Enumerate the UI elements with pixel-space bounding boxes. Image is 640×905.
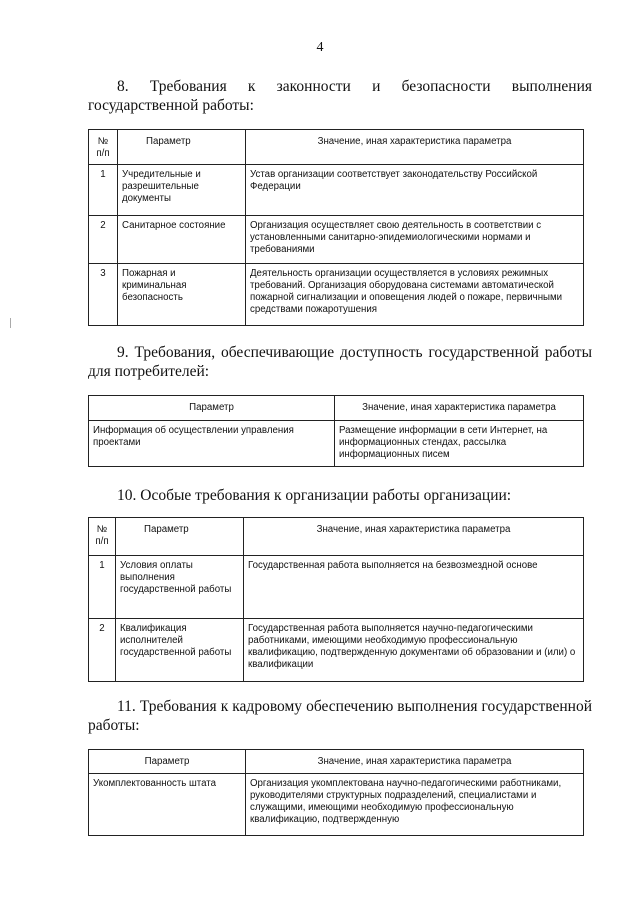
header-parameter: Параметр bbox=[89, 396, 335, 421]
section-8-table bbox=[88, 129, 584, 326]
cell-value: Устав организации соответствует законодательству Российской Федерации bbox=[246, 165, 584, 216]
page-number: 4 bbox=[316, 40, 324, 55]
cell-parameter: Учредительные и разрешительные документы bbox=[118, 165, 246, 216]
scan-edge-mark bbox=[10, 318, 11, 328]
cell-number: 2 bbox=[89, 619, 116, 682]
cell-parameter: Информация об осуществлении управления проектами bbox=[89, 421, 335, 467]
header-number: № п/п bbox=[89, 130, 118, 165]
section-10-heading: 10. Особые требования к организации работы организации: bbox=[117, 487, 512, 504]
cell-value: Деятельность организации осуществляется в условиях режимных требований. Организация оборудована системами автоматической пожарной сигнализации и оповещения людей о пожаре, первичными средствами пожаротушения bbox=[246, 264, 584, 326]
cell-number: 2 bbox=[89, 216, 118, 264]
section-8-heading: 8. Требования к законности и безопасности выполнения государственной работы: bbox=[88, 78, 592, 114]
section-10-table bbox=[88, 517, 584, 682]
cell-value: Размещение информации в сети Интернет, на информационных стендах, рассылка информационных писем bbox=[335, 421, 584, 467]
cell-parameter: Пожарная и криминальная безопасность bbox=[118, 264, 246, 326]
section-11-heading: 11. Требования к кадровому обеспечению выполнения государственной работы: bbox=[88, 698, 592, 734]
header-number: № п/п bbox=[89, 518, 116, 556]
header-parameter: Параметр bbox=[118, 130, 246, 165]
table-row bbox=[89, 774, 584, 836]
header-parameter: Параметр bbox=[89, 750, 246, 774]
cell-parameter: Укомплектованность штата bbox=[89, 774, 246, 836]
header-parameter: Параметр bbox=[116, 518, 244, 556]
table-row bbox=[89, 619, 584, 682]
section-11-table bbox=[88, 749, 584, 836]
table-header-row bbox=[89, 750, 584, 774]
cell-number: 3 bbox=[89, 264, 118, 326]
cell-value: Организация осуществляет свою деятельность в соответствии с установленными санитарно-эпидемиологическими нормами и требованиями bbox=[246, 216, 584, 264]
cell-value: Организация укомплектована научно-педагогическими работниками, руководителями структурных подразделений, специалистами и служащими, имеющими необходимую профессиональную квалификацию, подтвержденную bbox=[246, 774, 584, 836]
header-value: Значение, иная характеристика параметра bbox=[244, 518, 584, 556]
cell-value: Государственная работа выполняется научно-педагогическими работниками, имеющими необходимую профессиональную квалификацию, подтвержденную документами об образовании и (или) о квалификации bbox=[244, 619, 584, 682]
cell-parameter: Условия оплаты выполнения государственной работы bbox=[116, 556, 244, 619]
table-header-row bbox=[89, 396, 584, 421]
table-row bbox=[89, 556, 584, 619]
table-row bbox=[89, 165, 584, 216]
cell-value: Государственная работа выполняется на безвозмездной основе bbox=[244, 556, 584, 619]
table-header-row bbox=[89, 130, 584, 165]
section-9-table bbox=[88, 395, 584, 467]
cell-number: 1 bbox=[89, 165, 118, 216]
header-value: Значение, иная характеристика параметра bbox=[246, 130, 584, 165]
cell-parameter: Квалификация исполнителей государственной работы bbox=[116, 619, 244, 682]
table-row bbox=[89, 216, 584, 264]
header-value: Значение, иная характеристика параметра bbox=[335, 396, 584, 421]
section-9-heading: 9. Требования, обеспечивающие доступность государственной работы для потребителей: bbox=[88, 344, 592, 380]
header-value: Значение, иная характеристика параметра bbox=[246, 750, 584, 774]
cell-parameter: Санитарное состояние bbox=[118, 216, 246, 264]
table-row bbox=[89, 421, 584, 467]
cell-number: 1 bbox=[89, 556, 116, 619]
table-row bbox=[89, 264, 584, 326]
table-header-row bbox=[89, 518, 584, 556]
